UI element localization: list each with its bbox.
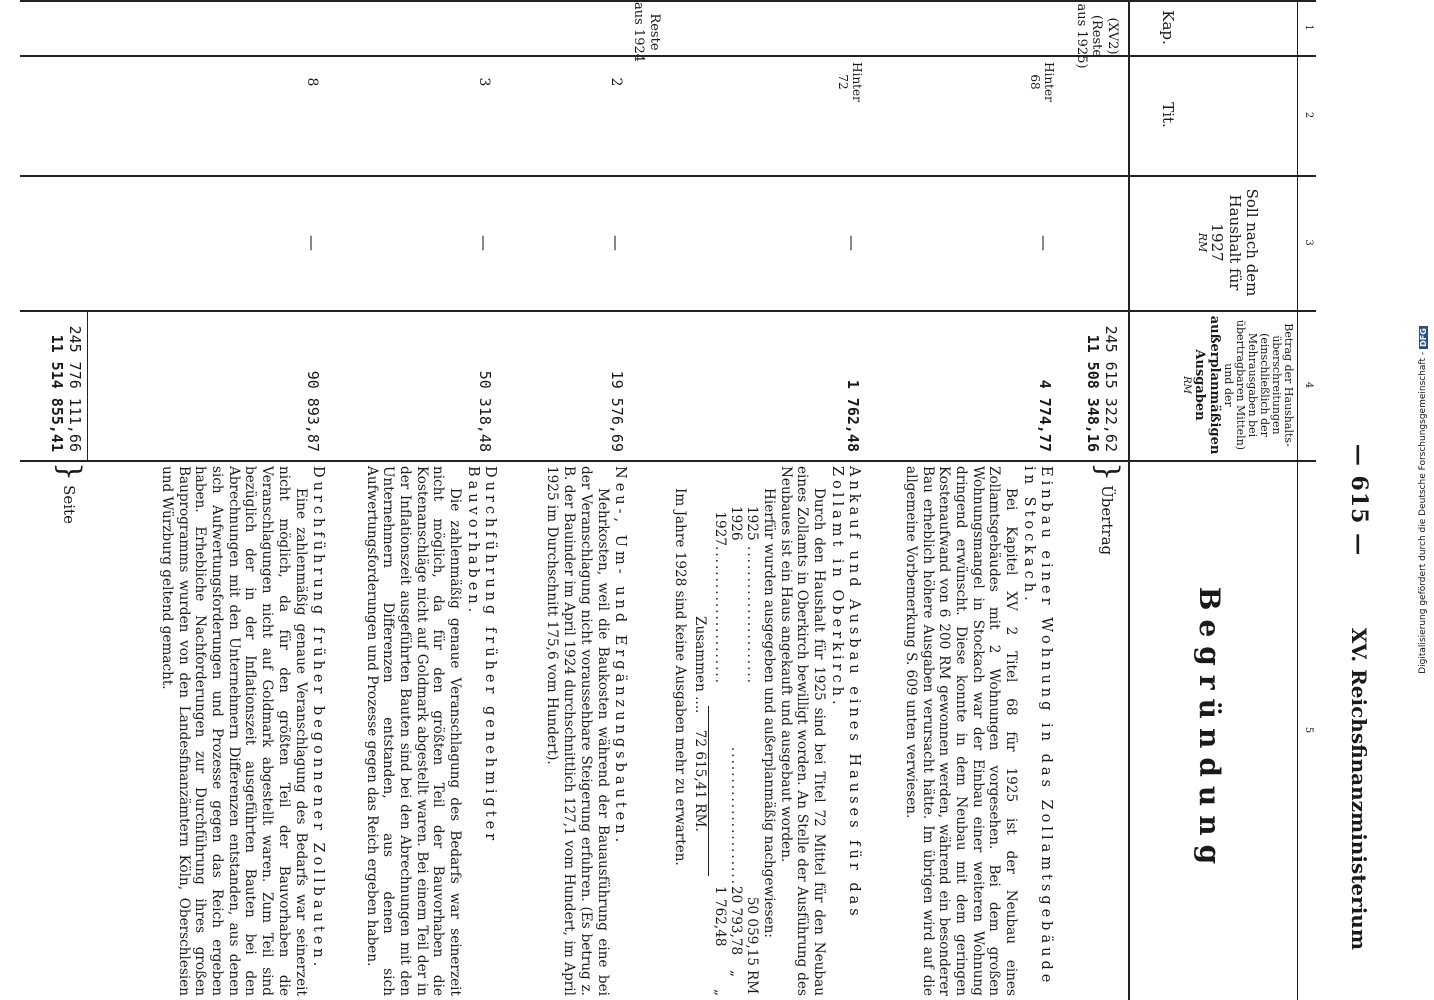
row5-tit: 8 [304,77,320,87]
uebertrag-kap: (XV2) (Reste aus 1925) [1073,3,1120,69]
footer-label-wrap [52,462,87,524]
header-begruendung: Begründung [1193,586,1226,874]
row2-para-1: Durch den Haushalt für 1925 sind bei Titel 72 Mittel für den Neubau eines Zollamts in Oberkirch bewilligt worden. An Stelle der Ausführung des Neubaues ist ein Haus angekauft und ausgebaut worden. [777,466,828,996]
row2-text [671,466,862,996]
row2-para-2: Hierfür wurden ausgegeben und außerplanmäßig nachgewiesen: [761,488,778,938]
colnum-5: 5 [1303,726,1314,734]
row2-soll: — [843,235,862,251]
footer-amount-1: 245 776 111,66 [66,325,84,452]
footer-label: Seite [60,485,78,524]
row3-soll: — [607,235,626,251]
row5-para: Eine zahlenmäßig genaue Veranschlagung des Bedarfs war seinerzeit nicht möglich, da für den größten Teil der Bauvorhaben die Veranschlagungen nicht auf Goldmark abgestellt waren. Zum Teil sind bezüglich der in der Inflationszeit ausgeführten Bauten bei den Abrechnungen mit den Unternehmern Differenzen entstanden, aus denen sich Aufwertungsforderungen und Prozesse gegen das Reich ergeben haben. Erhebliche Nachforderungen zur Durchführung ihres großen Bauprogramms wurden von den Landesfinanzämtern Köln, Oberschlesien und Würzburg geltend gemacht. [158,466,309,996]
soll-unit: RM [1196,232,1210,253]
watermark-text: Digitalisierung gefördert durch die Deutsche Forschungsgemeinschaft - [1418,351,1428,674]
row2-total [692,616,708,996]
row2-expense-list: 1925 ...................... 50 059,15 RM 1926 ...................... 20 793,78 „ 1927 ...................... 1 762,48 „ [711,506,761,996]
colnum-1: 1 [1303,24,1314,31]
row4-heading: Durchführung früher genehmigter Bauvorhaben. [464,466,498,845]
header-soll [1196,180,1260,305]
betrag-small: Betrag der Haushalts-überschreitungen (einschließlich der Mehrausgaben bei übertragbaren Mitteln) und der [1221,319,1295,451]
row4-amount: 50 318,48 [476,370,494,452]
list-value: 50 059,15 [744,896,761,966]
row3-kap: Reste aus 1924 [631,2,662,63]
row1-tit: Hinter 68 [1027,62,1056,102]
list-year: 1926 [728,506,745,541]
row5-heading: Durchführung früher begonnener Zollbauten. [310,466,326,971]
row3-text [544,466,628,996]
document-page [18,0,1388,1000]
row4-text [363,466,498,996]
uebertrag-label-wrap [1090,462,1125,556]
header-betrag [1180,314,1294,456]
row5-soll: — [303,235,322,251]
total-value: 72 615,41 RM. [692,729,709,832]
row3-para: Mehrkosten, weil die Baukosten während der Bauausführung eine bei der Veranschlagung nicht voraussehbare Steigerung erfuhren. (Es betrug z. B. der Bauinder im April 1924 durchschnittlich 127,1 vom Hundert, im April 1925 im Durchschnitt 175,6 vom Hundert). [544,466,611,996]
header-kap: Kap. [1159,10,1177,45]
list-year: 1927 [711,511,728,546]
colnum-4: 4 [1303,381,1314,389]
betrag-unit: RM [1180,376,1192,394]
list-value: 1 762,48 [711,886,728,947]
row5-text [158,466,326,996]
sum-rule [87,310,88,460]
row1-text [902,466,1054,996]
header-tit: Tit. [1159,102,1177,128]
row5-amount: 90 893,87 [304,370,322,452]
list-unit: RM [744,970,761,995]
colnum-3: 3 [1303,239,1314,246]
column-rule [20,55,1316,57]
row4-para: Die zahlenmäßig genaue Veranschlagung des Bedarfs war seinerzeit nicht möglich, da für den größten Teil der Bauvorhaben die Kostenanschläge nicht auf Goldmark abgestellt waren. Bei einem Teil der in der Inflationszeit ausgeführten Bauten sind bei den Abrechnungen mit den Unternehmern Differenzen entstanden, aus denen sich Aufwertungsforderungen und Prozesse gegen das Reich ergeben haben. [363,466,464,996]
row2-heading: Ankauf und Ausbau eines Hauses für das Zollamt in Oberkirch. [828,466,862,920]
row2-amount: 1 762,48 [844,379,862,452]
list-unit: „ [728,970,745,978]
header-rule [1297,0,1298,1000]
row2-tit: Hinter 72 [835,62,864,102]
page-number: — 615 — [1346,443,1372,557]
row4-tit: 3 [476,77,492,87]
betrag-bold: außerplanmäßigen Ausgaben [1192,315,1223,455]
budget-table [20,0,1316,1000]
total-label: Zusammen .... [692,616,709,714]
footer-amount-2: 11 514 855,41 [48,334,66,452]
row1-soll: — [1035,235,1054,251]
dfg-logo: DFG [1418,328,1428,347]
column-rule [20,0,1316,2]
row3-tit: 2 [608,77,624,87]
row1-heading: Einbau einer Wohnung in das Zollamtsgebäude in Stockach. [1020,466,1054,987]
dfg-watermark [1414,10,1432,990]
row4-soll: — [475,235,494,251]
header-rule [1128,0,1130,1000]
column-rule [20,310,1316,312]
colnum-2: 2 [1303,111,1314,119]
soll-label: Soll nach dem Haushalt für 1927 [1208,188,1261,297]
list-value: 20 793,78 [728,886,745,956]
row3-amount: 19 576,69 [608,370,626,452]
uebertrag-amount-2: 11 508 348,16 [1084,334,1102,452]
list-unit: „ [711,988,728,996]
row1-para: Bei Kapitel XV 2 Titel 68 für 1925 ist der Neubau eines Zollamtsgebäudes mit 2 Wohnungen vorgesehen. Bei dem großen Wohnungsmangel in Stockach war der Einbau einer weiteren Wohnung dringend erwünscht. Diese konnte in dem Neubau mit dem geringen Kostenaufwand von 6 200 RM gewonnen werden, während ein besonderer Bau erheblich höhere Ausgaben verursacht hätte. Im übrigen wird auf die allgemeine Vorbemerkung S. 609 unten verwiesen. [902,466,1020,996]
brace-icon: } [52,462,87,482]
row1-amount: 4 774,77 [1036,379,1054,452]
ministry-title: XV. Reichsfinanzministerium [1347,627,1371,950]
uebertrag-label: Übertrag [1098,485,1116,556]
row3-heading: Neu-, Um- und Ergänzungsbauten. [612,466,628,847]
row2-after: Im Jahre 1928 sind keine Ausgaben mehr zu erwarten. [672,488,689,866]
uebertrag-amount-1: 245 615 322,62 [1102,325,1120,452]
brace-icon: } [1090,462,1125,482]
list-year: 1925 [744,506,761,541]
column-rule [20,175,1316,177]
